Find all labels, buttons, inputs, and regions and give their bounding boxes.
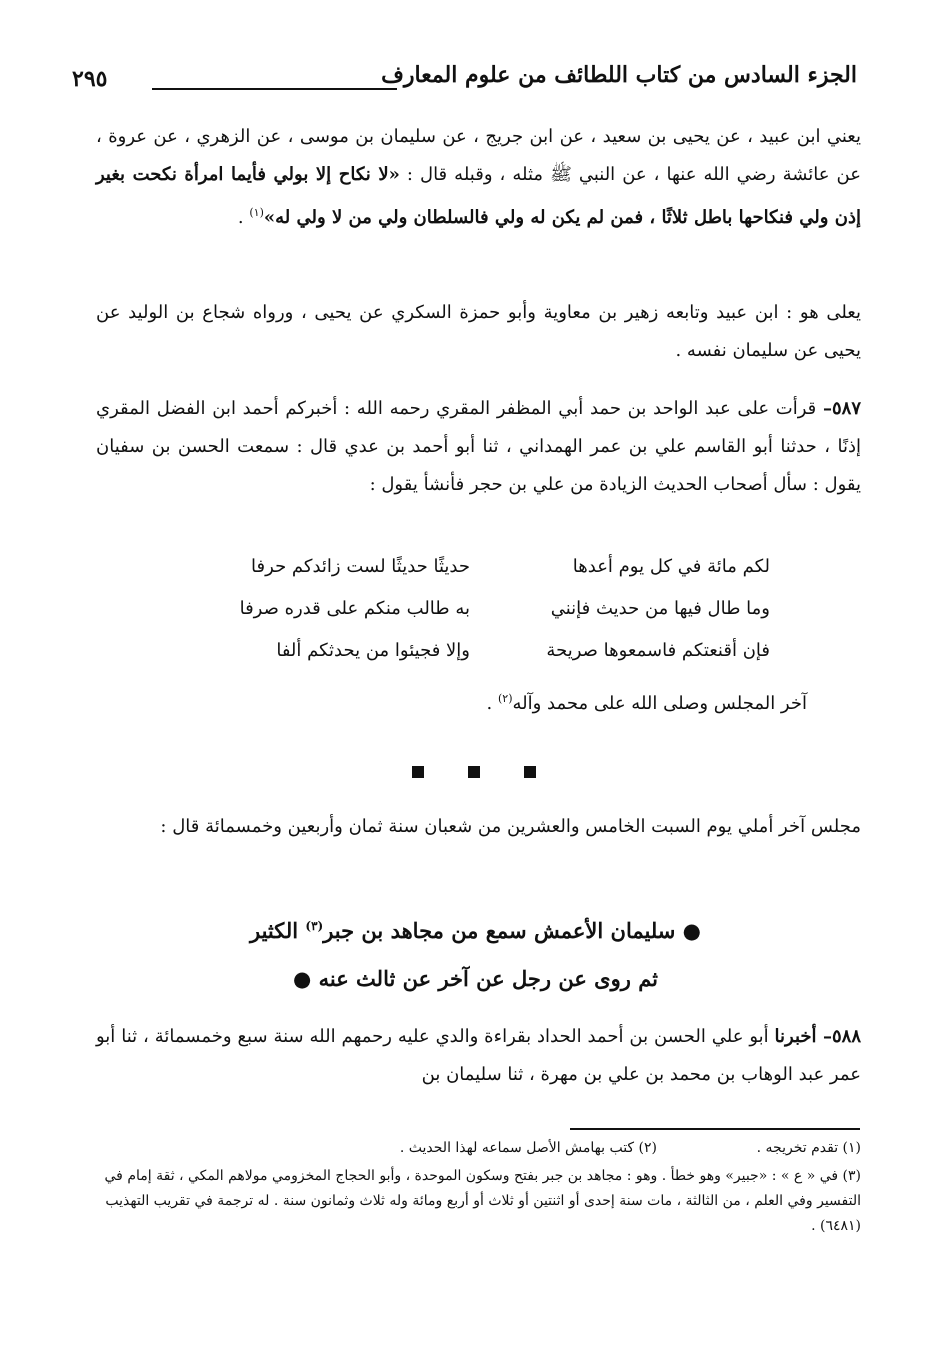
separator-square-2 [468, 766, 480, 778]
paragraph-588-lead: أخبرنا [774, 1026, 823, 1047]
heading-text-a: ● سليمان الأعمش سمع من مجاهد بن جبر [323, 918, 702, 943]
footnote-rule [570, 1128, 860, 1130]
hadith-chain-text: يعني ابن عبيد ، عن يحيى بن سعيد ، عن ابن جريج ، عن سليمان بن موسى ، عن الزهري ، عن عروة ، عن عائشة رضي الله عنها ، عن النبي ﷺ مثله ، وقبله قال : [96, 126, 861, 185]
hadith-number-587: ٥٨٧– [822, 398, 861, 419]
paragraph-hadith-text [96, 118, 861, 237]
paragraph-587 [96, 390, 861, 504]
header-rule [152, 88, 397, 90]
paragraph-588 [96, 1018, 861, 1094]
paragraph-587-text: قرأت على عبد الواحد بن حمد أبي المظفر المقري رحمه الله : أخبركم أحمد ابن الفضل المقري إذنًا ، حدثنا أبو القاسم علي بن عمر الهمداني ، ثنا أبو أحمد بن عدي قال : سمعت الحسن بن سفيان يقول : سأل أصحاب الحديث الزيادة من علي بن حجر فأنشأ يقول : [96, 398, 861, 495]
footnote-3: (٣) في « ع » : «جبير» وهو خطأ . وهو : مجاهد بن جبر بفتح وسكون الموحدة ، وأبو الحجاج المخزومي مولاهم المكي ، ثقة إمام في التفسير وفي العلم ، من الثالثة ، مات سنة إحدى أو اثنتين أو ثلاث أو أربع ومائة وله ثلاث وثمانون سنة . له ترجمة في تقريب التهذيب (٦٤٨١) . [104, 1168, 861, 1234]
closing-line [487, 692, 807, 714]
paragraph-narration-note: يعلى هو : ابن عبيد وتابعه زهير بن معاوية وأبو حمزة السكري عن يحيى ، ورواه شجاع بن الوليد عن يحيى عن سليمان نفسه . [96, 302, 861, 361]
poem-line-1-second: حديثًا حديثًا لست زائدكم حرفا [251, 556, 470, 577]
section-separator [412, 766, 536, 778]
majlis-intro: مجلس آخر أملي يوم السبت الخامس والعشرين من شعبان سنة ثمان وأربعين وخمسمائة قال : [160, 816, 861, 837]
heading-text-b: الكثير [249, 918, 306, 943]
poem-line-1-first: لكم مائة في كل يوم أعدها [572, 556, 770, 577]
poem-line-3-first: فإن أقنعتكم فاسمعوها صريحة [546, 640, 770, 661]
footnote-mark-1: (١) [249, 206, 264, 219]
footnote-2: (٢) كتب بهامش الأصل سماعه لهذا الحديث . [399, 1140, 657, 1156]
section-heading-line-1 [90, 918, 861, 943]
footnote-mark-2: (٢) [497, 692, 513, 705]
hadith-number-588: ٥٨٨– [822, 1026, 861, 1047]
page-number: ٢٩٥ [72, 66, 108, 92]
closing-end: . [486, 693, 498, 714]
footnote-mark-3: (٣) [305, 919, 324, 933]
paragraph-end: . [237, 207, 250, 228]
closing-text: آخر المجلس وصلى الله على محمد وآله [512, 693, 807, 714]
separator-square-1 [412, 766, 424, 778]
poem-line-3-second: وإلا فجيئوا من يحدثكم ألفا [276, 640, 470, 661]
hadith-quote: «لا نكاح إلا بولي فأيما امرأة نكحت بغير إذن ولي فنكاحها باطل ثلاثًا ، فمن لم يكن له ولي فالسلطان ولي من لا ولي له» [96, 164, 861, 228]
paragraph-588-text: أبو علي الحسن بن أحمد الحداد بقراءة والدي عليه رحمهم الله سنة سبع وخمسمائة ، ثنا أبو عمر عبد الوهاب بن محمد بن علي بن مهرة ، ثنا سليمان بن [96, 1026, 861, 1085]
section-heading-line-2: ثم روى عن رجل عن آخر عن ثالث عنه ● [292, 966, 659, 991]
poem-line-2-first: وما طال فيها من حديث فإنني [550, 598, 770, 619]
footnote-1: (١) تقدم تخريجه . [756, 1140, 861, 1156]
poem-line-2-second: به طالب منكم على قدره صرفا [239, 598, 470, 619]
running-header-title: الجزء السادس من كتاب اللطائف من علوم المعارف [381, 62, 857, 88]
separator-square-3 [524, 766, 536, 778]
